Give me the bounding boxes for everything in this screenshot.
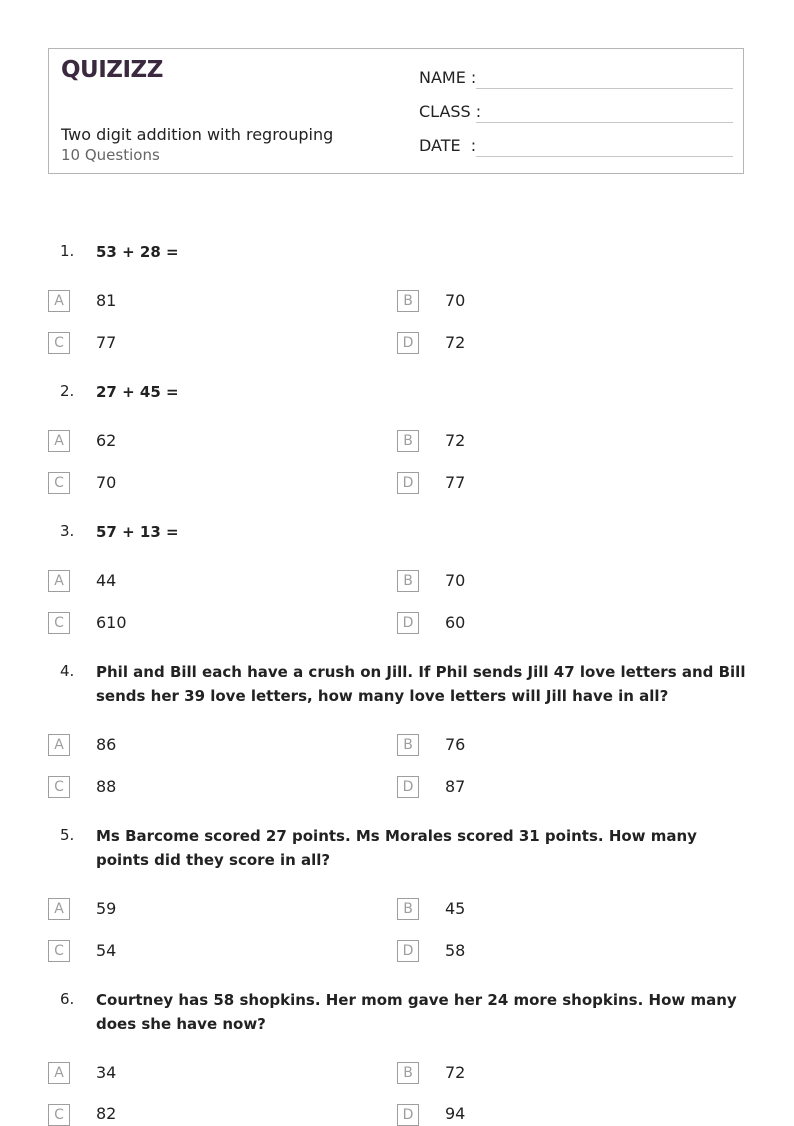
option-value: 88 bbox=[96, 777, 117, 796]
option-value: 70 bbox=[445, 291, 466, 310]
name-line bbox=[476, 88, 733, 89]
date-line bbox=[476, 156, 733, 157]
question-text: Ms Barcome scored 27 points. Ms Morales scored 31 points. How many points did they score in all? bbox=[96, 827, 697, 869]
option-letter-box[interactable]: C bbox=[48, 472, 70, 494]
option-value: 76 bbox=[445, 735, 466, 754]
option-letter-box[interactable]: C bbox=[48, 612, 70, 634]
option-letter-box[interactable]: B bbox=[397, 898, 419, 920]
option-letter-box[interactable]: D bbox=[397, 612, 419, 634]
option-value: 70 bbox=[445, 571, 466, 590]
question-text: 53 + 28 = bbox=[96, 243, 179, 261]
option-value: 34 bbox=[96, 1063, 117, 1082]
date-label: DATE : bbox=[419, 136, 477, 155]
option-value: 70 bbox=[96, 473, 117, 492]
option-letter-box[interactable]: B bbox=[397, 430, 419, 452]
question-number: 4. bbox=[60, 662, 75, 680]
option-letter-box[interactable]: C bbox=[48, 776, 70, 798]
question-text: 57 + 13 = bbox=[96, 523, 179, 541]
question-text: Phil and Bill each have a crush on Jill. If Phil sends Jill 47 love letters and Bill sends her 39 love letters, how many love letters will Jill have in all? bbox=[96, 663, 746, 705]
option-letter-box[interactable]: C bbox=[48, 1104, 70, 1126]
option-letter-box[interactable]: D bbox=[397, 1104, 419, 1126]
option-value: 94 bbox=[445, 1104, 466, 1123]
date-field[interactable] bbox=[419, 136, 733, 158]
option-value: 72 bbox=[445, 431, 466, 450]
option-letter-box[interactable]: D bbox=[397, 332, 419, 354]
question-text: 27 + 45 = bbox=[96, 383, 179, 401]
option-letter-box[interactable]: A bbox=[48, 734, 70, 756]
question-count: 10 Questions bbox=[61, 146, 160, 164]
option-value: 77 bbox=[96, 333, 117, 352]
worksheet-header bbox=[48, 48, 744, 174]
option-value: 44 bbox=[96, 571, 117, 590]
option-letter-box[interactable]: D bbox=[397, 940, 419, 962]
name-field[interactable] bbox=[419, 68, 733, 90]
option-value: 59 bbox=[96, 899, 117, 918]
option-value: 62 bbox=[96, 431, 117, 450]
option-value: 54 bbox=[96, 941, 117, 960]
option-value: 77 bbox=[445, 473, 466, 492]
option-value: 82 bbox=[96, 1104, 117, 1123]
option-value: 60 bbox=[445, 613, 466, 632]
option-letter-box[interactable]: D bbox=[397, 776, 419, 798]
question-number: 2. bbox=[60, 382, 75, 400]
option-letter-box[interactable]: B bbox=[397, 290, 419, 312]
option-value: 86 bbox=[96, 735, 117, 754]
option-value: 58 bbox=[445, 941, 466, 960]
option-value: 87 bbox=[445, 777, 466, 796]
option-letter-box[interactable]: A bbox=[48, 1062, 70, 1084]
option-value: 610 bbox=[96, 613, 127, 632]
option-letter-box[interactable]: D bbox=[397, 472, 419, 494]
class-line bbox=[476, 122, 733, 123]
option-value: 45 bbox=[445, 899, 466, 918]
option-letter-box[interactable]: A bbox=[48, 290, 70, 312]
worksheet-title: Two digit addition with regrouping bbox=[61, 125, 334, 144]
option-letter-box[interactable]: A bbox=[48, 898, 70, 920]
option-letter-box[interactable]: B bbox=[397, 570, 419, 592]
quizizz-logo: QUIZIZZ bbox=[61, 57, 163, 83]
question-text: Courtney has 58 shopkins. Her mom gave her 24 more shopkins. How many does she have now? bbox=[96, 991, 737, 1033]
option-letter-box[interactable]: B bbox=[397, 734, 419, 756]
question-number: 6. bbox=[60, 990, 75, 1008]
option-letter-box[interactable]: B bbox=[397, 1062, 419, 1084]
option-value: 72 bbox=[445, 333, 466, 352]
class-label: CLASS : bbox=[419, 102, 482, 121]
question-number: 1. bbox=[60, 242, 75, 260]
option-letter-box[interactable]: A bbox=[48, 570, 70, 592]
option-letter-box[interactable]: C bbox=[48, 332, 70, 354]
question-number: 3. bbox=[60, 522, 75, 540]
question-number: 5. bbox=[60, 826, 75, 844]
option-value: 81 bbox=[96, 291, 117, 310]
option-value: 72 bbox=[445, 1063, 466, 1082]
option-letter-box[interactable]: A bbox=[48, 430, 70, 452]
name-label: NAME : bbox=[419, 68, 477, 87]
class-field[interactable] bbox=[419, 102, 733, 124]
option-letter-box[interactable]: C bbox=[48, 940, 70, 962]
